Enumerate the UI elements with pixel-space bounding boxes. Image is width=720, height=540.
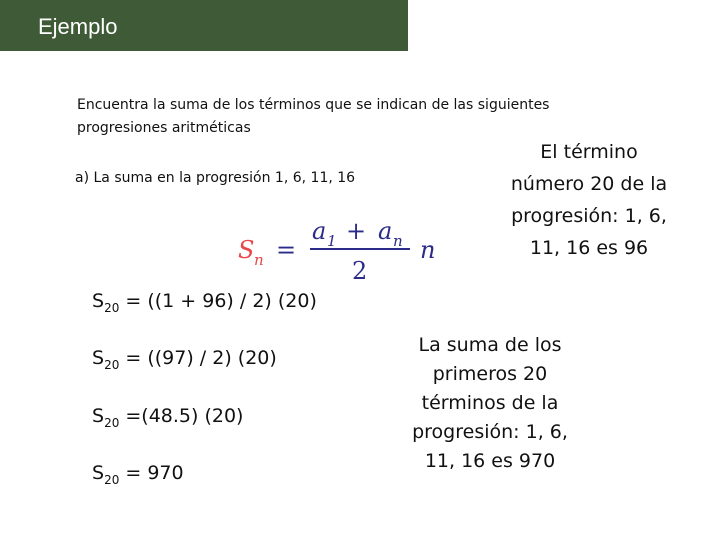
sum-20-note: La suma de los primeros 20 términos de la progresión: 1, 6, 11, 16 es 970	[412, 334, 568, 472]
step-subscript: 20	[104, 357, 120, 372]
formula-plus: +	[346, 217, 367, 245]
formula-a1-sub: 1	[327, 232, 337, 250]
term-20-note: El término número 20 de la progresión: 1, 6, 11, 16 es 96	[510, 141, 668, 259]
title-bar	[0, 0, 408, 51]
formula-equals: =	[276, 236, 297, 264]
sum-formula-graphic	[238, 215, 448, 285]
step-symbol: S	[92, 347, 105, 369]
step-subscript: 20	[104, 415, 120, 430]
step-subscript: 20	[104, 472, 120, 487]
formula-lhs-sub: n	[254, 251, 264, 269]
step-symbol: S	[92, 462, 105, 484]
step-expression: = ((1 + 96) / 2) (20)	[119, 290, 317, 312]
problem-statement: Encuentra la suma de los términos que se indican de las siguientes progresiones aritméticas	[77, 97, 550, 136]
slide-title: Ejemplo	[38, 14, 118, 39]
step-expression: =(48.5) (20)	[119, 405, 244, 427]
step-symbol: S	[92, 290, 105, 312]
calc-step-1	[92, 290, 317, 315]
calc-step-3	[92, 405, 243, 430]
sum-formula	[238, 215, 448, 285]
part-a-label: a) La suma en la progresión 1, 6, 11, 16	[75, 170, 356, 186]
step-symbol: S	[92, 405, 105, 427]
formula-multiplier: n	[420, 236, 436, 264]
formula-lhs: S	[238, 236, 255, 264]
formula-an: a	[378, 217, 393, 245]
formula-an-sub: n	[393, 232, 403, 250]
calc-step-2	[92, 347, 277, 372]
step-subscript: 20	[104, 300, 120, 315]
step-expression: = ((97) / 2) (20)	[119, 347, 277, 369]
step-expression: = 970	[119, 462, 184, 484]
formula-a1: a	[312, 217, 327, 245]
calc-step-4	[92, 462, 184, 487]
formula-denominator: 2	[352, 257, 368, 285]
